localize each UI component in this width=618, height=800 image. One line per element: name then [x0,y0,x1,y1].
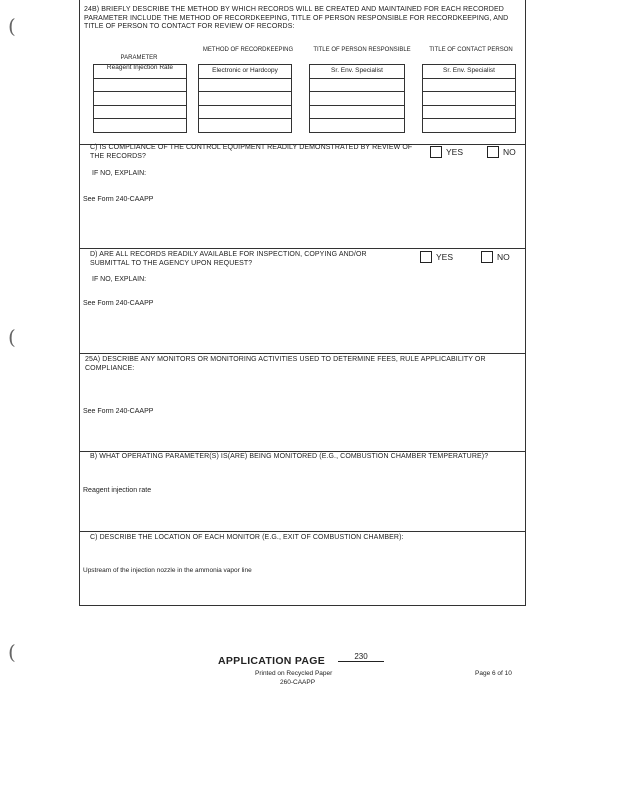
checkbox-no-box[interactable] [487,146,499,158]
yes-label: YES [446,147,464,157]
cell-empty[interactable] [310,79,404,93]
answer-25b[interactable]: Reagent injection rate [83,487,152,494]
column-method [198,64,292,133]
yes-checkbox-24d[interactable] [420,251,453,263]
cell-empty[interactable] [423,119,515,133]
cell-empty[interactable] [199,79,291,93]
cell-empty[interactable] [199,106,291,120]
cell-empty[interactable] [310,92,404,106]
binder-hole-mark: ( [8,640,16,664]
no-checkbox-24c[interactable] [487,146,516,158]
cell-empty[interactable] [94,119,186,133]
cell-empty[interactable] [94,79,186,93]
explain-label-24c: IF NO, EXPLAIN: [92,170,147,177]
form-id: 260-CAAPP [280,679,316,686]
cell-empty[interactable] [310,119,404,133]
question-25c: C) DESCRIBE THE LOCATION OF EACH MONITOR (E.G., EXIT OF COMBUSTION CHAMBER): [90,534,404,541]
column-header-method: METHOD OF RECORDKEEPING [202,47,294,53]
yes-checkbox-24c[interactable] [430,146,463,158]
column-responsible [309,64,405,133]
cell-responsible[interactable]: Sr. Env. Specialist [310,64,404,79]
cell-empty[interactable] [423,79,515,93]
binder-hole-mark: ( [8,325,16,349]
checkbox-yes-box[interactable] [420,251,432,263]
checkbox-yes-box[interactable] [430,146,442,158]
cell-empty[interactable] [199,92,291,106]
checkbox-no-box[interactable] [481,251,493,263]
cell-empty[interactable] [94,92,186,106]
cell-method[interactable]: Electronic or Hardcopy [199,64,291,79]
page-of-label: Page 6 of 10 [475,670,512,677]
section-25a [80,353,525,452]
no-label: NO [497,252,510,262]
cell-parameter[interactable]: Reagent Injection Rate [94,64,186,79]
question-24b: 24B) BRIEFLY DESCRIBE THE METHOD BY WHICH RECORDS WILL BE CREATED AND MAINTAINED FOR EACH RECORDED PARAMETER INCLUDE THE METHOD OF RECORDKEEPING, TITLE OF PERSON RESPONSIBLE FOR RECORDKEEPING, AND TITLE OF PERSON TO CONTACT FOR REVIEW OF RECORDS: [84,6,509,30]
column-header-parameter: PARAMETER [120,55,158,61]
answer-24c[interactable]: See Form 240-CAAPP [83,196,154,203]
binder-hole-mark: ( [8,14,16,38]
cell-contact[interactable]: Sr. Env. Specialist [423,64,515,79]
no-label: NO [503,147,516,157]
section-25c [80,531,525,605]
cell-empty[interactable] [423,106,515,120]
yes-label: YES [436,252,454,262]
section-25b [80,451,525,532]
question-25b: B) WHAT OPERATING PARAMETER(S) IS(ARE) BEING MONITORED (E.G., COMBUSTION CHAMBER TEMPERATURE)? [90,453,489,460]
application-page-label: APPLICATION PAGE [218,655,326,667]
explain-label-24d: IF NO, EXPLAIN: [92,276,147,283]
column-contact [422,64,516,133]
cell-empty[interactable] [423,92,515,106]
printed-on-recycled-paper: Printed on Recycled Paper [255,670,333,677]
answer-25a[interactable]: See Form 240-CAAPP [83,408,154,415]
form-body [79,0,526,606]
no-checkbox-24d[interactable] [481,251,510,263]
column-header-responsible: TITLE OF PERSON RESPONSIBLE [313,47,411,53]
cell-empty[interactable] [199,119,291,133]
section-24b [80,0,525,145]
question-24c: C) IS COMPLIANCE OF THE CONTROL EQUIPMENT READILY DEMONSTRATED BY REVIEW OF THE RECORDS? [90,144,413,160]
question-25a: 25A) DESCRIBE ANY MONITORS OR MONITORING ACTIVITIES USED TO DETERMINE FEES, RULE APPLICABILITY OR COMPLIANCE: [85,356,486,372]
cell-empty[interactable] [310,106,404,120]
answer-25c[interactable]: Upstream of the injection nozzle in the ammonia vapor line [83,567,252,574]
answer-24d[interactable]: See Form 240-CAAPP [83,300,154,307]
question-24d: D) ARE ALL RECORDS READILY AVAILABLE FOR INSPECTION, COPYING AND/OR SUBMITTAL TO THE AGENCY UPON REQUEST? [90,251,367,267]
column-header-contact: TITLE OF CONTACT PERSON [429,47,513,53]
column-parameter [93,64,187,133]
cell-empty[interactable] [94,106,186,120]
records-table [90,47,515,137]
section-24d [80,248,525,354]
application-page-number: 230 [338,652,384,662]
section-24c [80,144,525,249]
